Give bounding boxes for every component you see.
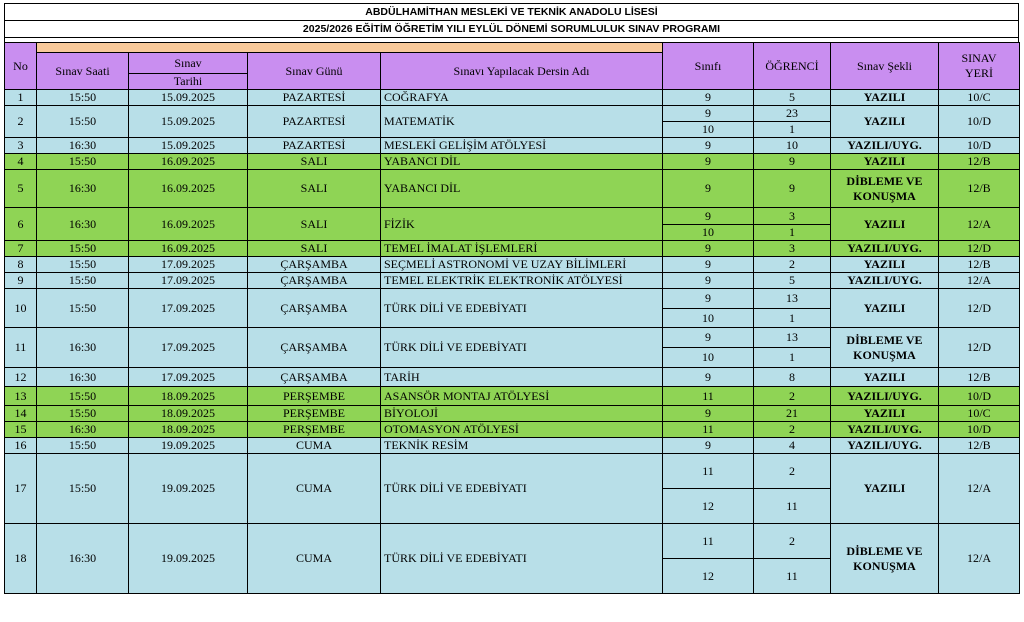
cell-tarih: 15.09.2025 — [129, 90, 248, 106]
cell-ders: MESLEKİ GELİŞİM ATÖLYESİ — [381, 138, 663, 154]
cell-yer: 12/B — [939, 368, 1020, 387]
header-tarih-bottom: Tarihi — [129, 74, 248, 90]
cell-yer: 10/C — [939, 90, 1020, 106]
cell-yer: 10/D — [939, 387, 1020, 406]
cell-tarih: 17.09.2025 — [129, 368, 248, 387]
cell-sinif: 10 — [663, 348, 754, 368]
cell-ogrenci: 2 — [754, 257, 831, 273]
cell-sekil: YAZILI — [831, 406, 939, 422]
cell-gun: ÇARŞAMBA — [248, 368, 381, 387]
cell-sinif: 9 — [663, 208, 754, 225]
cell-sekil: YAZILI/UYG. — [831, 438, 939, 454]
cell-ders: YABANCI DİL — [381, 170, 663, 208]
cell-ogrenci: 5 — [754, 273, 831, 289]
cell-sinif: 11 — [663, 422, 754, 438]
cell-sekil: YAZILI/UYG. — [831, 241, 939, 257]
cell-sinif: 9 — [663, 257, 754, 273]
cell-gun: ÇARŞAMBA — [248, 273, 381, 289]
cell-tarih: 15.09.2025 — [129, 138, 248, 154]
cell-saat: 15:50 — [37, 154, 129, 170]
table-header — [5, 43, 1020, 90]
cell-sekil: YAZILI/UYG. — [831, 273, 939, 289]
header-gun: Sınav Günü — [248, 53, 381, 90]
cell-sinif: 11 — [663, 387, 754, 406]
cell-saat: 15:50 — [37, 257, 129, 273]
cell-saat: 16:30 — [37, 208, 129, 241]
cell-saat: 15:50 — [37, 273, 129, 289]
cell-sinif: 11 — [663, 454, 754, 489]
cell-ders: TÜRK DİLİ VE EDEBİYATI — [381, 454, 663, 524]
cell-sinif: 9 — [663, 273, 754, 289]
cell-ogrenci: 1 — [754, 122, 831, 138]
cell-gun: ÇARŞAMBA — [248, 289, 381, 328]
cell-ogrenci: 13 — [754, 328, 831, 348]
cell-tarih: 16.09.2025 — [129, 208, 248, 241]
cell-no: 6 — [5, 208, 37, 241]
cell-yer: 12/B — [939, 170, 1020, 208]
cell-ogrenci: 3 — [754, 241, 831, 257]
cell-ders: ASANSÖR MONTAJ ATÖLYESİ — [381, 387, 663, 406]
table-row — [5, 406, 1020, 422]
cell-tarih: 17.09.2025 — [129, 257, 248, 273]
cell-tarih: 16.09.2025 — [129, 170, 248, 208]
cell-no: 9 — [5, 273, 37, 289]
cell-no: 2 — [5, 106, 37, 138]
cell-sekil: YAZILI — [831, 106, 939, 138]
cell-no: 8 — [5, 257, 37, 273]
cell-sinif: 9 — [663, 328, 754, 348]
cell-saat: 15:50 — [37, 106, 129, 138]
cell-gun: SALI — [248, 170, 381, 208]
header-ogrenci: ÖĞRENCİ — [754, 43, 831, 90]
cell-sinif: 12 — [663, 489, 754, 524]
cell-ogrenci: 1 — [754, 225, 831, 241]
cell-tarih: 17.09.2025 — [129, 328, 248, 368]
cell-sinif: 10 — [663, 309, 754, 328]
exam-schedule-document — [4, 3, 1019, 594]
cell-yer: 10/D — [939, 422, 1020, 438]
cell-gun: PAZARTESİ — [248, 90, 381, 106]
table-row — [5, 438, 1020, 454]
cell-ogrenci: 23 — [754, 106, 831, 122]
header-sinif: Sınıfı — [663, 43, 754, 90]
cell-sekil: DİBLEME VE KONUŞMA — [831, 170, 939, 208]
cell-ogrenci: 3 — [754, 208, 831, 225]
cell-sinif: 12 — [663, 559, 754, 594]
cell-ogrenci: 4 — [754, 438, 831, 454]
table-row — [5, 138, 1020, 154]
cell-saat: 16:30 — [37, 328, 129, 368]
cell-sinif: 10 — [663, 225, 754, 241]
cell-ogrenci: 9 — [754, 170, 831, 208]
table-row — [5, 454, 1020, 489]
cell-sekil: YAZILI — [831, 154, 939, 170]
cell-ders: COĞRAFYA — [381, 90, 663, 106]
header-sekil: Sınav Şekli — [831, 43, 939, 90]
cell-sekil: YAZILI/UYG. — [831, 422, 939, 438]
cell-saat: 16:30 — [37, 368, 129, 387]
cell-tarih: 17.09.2025 — [129, 289, 248, 328]
cell-sekil: YAZILI — [831, 454, 939, 524]
table-row — [5, 241, 1020, 257]
cell-tarih: 18.09.2025 — [129, 406, 248, 422]
cell-sinif: 9 — [663, 406, 754, 422]
header-yer — [939, 43, 1020, 90]
cell-ders: SEÇMELİ ASTRONOMİ VE UZAY BİLİMLERİ — [381, 257, 663, 273]
cell-no: 18 — [5, 524, 37, 594]
table-row — [5, 170, 1020, 208]
cell-ogrenci: 2 — [754, 524, 831, 559]
table-row — [5, 524, 1020, 559]
cell-ders: MATEMATİK — [381, 106, 663, 138]
cell-yer: 12/A — [939, 454, 1020, 524]
cell-gun: PAZARTESİ — [248, 106, 381, 138]
cell-no: 12 — [5, 368, 37, 387]
cell-yer: 12/B — [939, 438, 1020, 454]
cell-ogrenci: 13 — [754, 289, 831, 309]
header-ders: Sınavı Yapılacak Dersin Adı — [381, 53, 663, 90]
cell-no: 13 — [5, 387, 37, 406]
exam-table — [4, 42, 1020, 594]
cell-gun: CUMA — [248, 438, 381, 454]
cell-no: 7 — [5, 241, 37, 257]
cell-ders: YABANCI DİL — [381, 154, 663, 170]
table-body — [5, 90, 1020, 594]
cell-yer: 10/D — [939, 106, 1020, 138]
cell-no: 11 — [5, 328, 37, 368]
cell-gun: PERŞEMBE — [248, 387, 381, 406]
cell-tarih: 19.09.2025 — [129, 454, 248, 524]
cell-no: 3 — [5, 138, 37, 154]
program-title: 2025/2026 EĞİTİM ÖĞRETİM YILI EYLÜL DÖNEMİ SORUMLULUK SINAV PROGRAMI — [4, 20, 1019, 37]
cell-ders: TEMEL ELEKTRİK ELEKTRONİK ATÖLYESİ — [381, 273, 663, 289]
cell-saat: 16:30 — [37, 170, 129, 208]
cell-tarih: 17.09.2025 — [129, 273, 248, 289]
cell-sekil: YAZILI — [831, 289, 939, 328]
table-row — [5, 368, 1020, 387]
cell-yer: 12/D — [939, 289, 1020, 328]
cell-ogrenci: 8 — [754, 368, 831, 387]
cell-ogrenci: 5 — [754, 90, 831, 106]
cell-sinif: 9 — [663, 138, 754, 154]
cell-saat: 15:50 — [37, 90, 129, 106]
cell-gun: SALI — [248, 208, 381, 241]
cell-no: 1 — [5, 90, 37, 106]
cell-saat: 15:50 — [37, 289, 129, 328]
table-row — [5, 387, 1020, 406]
cell-yer: 12/A — [939, 208, 1020, 241]
cell-sinif: 9 — [663, 106, 754, 122]
cell-no: 15 — [5, 422, 37, 438]
school-title: ABDÜLHAMİTHAN MESLEKİ VE TEKNİK ANADOLU LİSESİ — [4, 3, 1019, 20]
cell-sinif: 9 — [663, 170, 754, 208]
header-orange-band — [37, 43, 663, 53]
cell-sinif: 9 — [663, 241, 754, 257]
header-tarih-top: Sınav — [129, 53, 248, 74]
cell-yer: 12/D — [939, 241, 1020, 257]
cell-saat: 15:50 — [37, 241, 129, 257]
cell-yer: 12/A — [939, 524, 1020, 594]
cell-saat: 16:30 — [37, 138, 129, 154]
header-yer-bottom: YERİ — [965, 66, 993, 80]
cell-sekil: DİBLEME VE KONUŞMA — [831, 524, 939, 594]
cell-sekil: YAZILI/UYG. — [831, 138, 939, 154]
cell-tarih: 15.09.2025 — [129, 106, 248, 138]
cell-yer: 10/C — [939, 406, 1020, 422]
cell-gun: PERŞEMBE — [248, 422, 381, 438]
cell-ders: TÜRK DİLİ VE EDEBİYATI — [381, 289, 663, 328]
cell-ders: TÜRK DİLİ VE EDEBİYATI — [381, 524, 663, 594]
cell-gun: PAZARTESİ — [248, 138, 381, 154]
cell-ogrenci: 1 — [754, 309, 831, 328]
cell-saat: 15:50 — [37, 438, 129, 454]
cell-tarih: 19.09.2025 — [129, 524, 248, 594]
cell-ogrenci: 1 — [754, 348, 831, 368]
cell-ders: BİYOLOJİ — [381, 406, 663, 422]
cell-yer: 12/D — [939, 328, 1020, 368]
cell-sekil: DİBLEME VE KONUŞMA — [831, 328, 939, 368]
cell-ogrenci: 11 — [754, 559, 831, 594]
cell-saat: 16:30 — [37, 524, 129, 594]
cell-ders: TEKNİK RESİM — [381, 438, 663, 454]
table-row — [5, 273, 1020, 289]
cell-no: 10 — [5, 289, 37, 328]
cell-ogrenci: 2 — [754, 454, 831, 489]
table-row — [5, 208, 1020, 225]
cell-yer: 12/B — [939, 257, 1020, 273]
header-yer-top: SINAV — [961, 51, 997, 65]
cell-saat: 15:50 — [37, 406, 129, 422]
table-row — [5, 90, 1020, 106]
cell-ogrenci: 2 — [754, 387, 831, 406]
cell-ders: FİZİK — [381, 208, 663, 241]
cell-sinif: 11 — [663, 524, 754, 559]
cell-no: 17 — [5, 454, 37, 524]
cell-gun: PERŞEMBE — [248, 406, 381, 422]
cell-no: 16 — [5, 438, 37, 454]
cell-tarih: 18.09.2025 — [129, 422, 248, 438]
cell-yer: 12/A — [939, 273, 1020, 289]
cell-saat: 15:50 — [37, 454, 129, 524]
cell-gun: ÇARŞAMBA — [248, 328, 381, 368]
cell-gun: ÇARŞAMBA — [248, 257, 381, 273]
cell-tarih: 18.09.2025 — [129, 387, 248, 406]
cell-ogrenci: 2 — [754, 422, 831, 438]
cell-yer: 10/D — [939, 138, 1020, 154]
cell-sinif: 9 — [663, 438, 754, 454]
cell-tarih: 19.09.2025 — [129, 438, 248, 454]
cell-ders: TARİH — [381, 368, 663, 387]
table-row — [5, 257, 1020, 273]
cell-gun: CUMA — [248, 524, 381, 594]
cell-gun: SALI — [248, 154, 381, 170]
cell-sinif: 9 — [663, 90, 754, 106]
table-row — [5, 289, 1020, 309]
cell-no: 14 — [5, 406, 37, 422]
cell-yer: 12/B — [939, 154, 1020, 170]
cell-ogrenci: 21 — [754, 406, 831, 422]
cell-ogrenci: 9 — [754, 154, 831, 170]
cell-sinif: 9 — [663, 368, 754, 387]
cell-gun: CUMA — [248, 454, 381, 524]
cell-sekil: YAZILI — [831, 90, 939, 106]
cell-sekil: YAZILI — [831, 208, 939, 241]
cell-tarih: 16.09.2025 — [129, 241, 248, 257]
cell-tarih: 16.09.2025 — [129, 154, 248, 170]
cell-ders: OTOMASYON ATÖLYESİ — [381, 422, 663, 438]
cell-ders: TÜRK DİLİ VE EDEBİYATI — [381, 328, 663, 368]
cell-sekil: YAZILI — [831, 368, 939, 387]
cell-sinif: 9 — [663, 289, 754, 309]
cell-sekil: YAZILI/UYG. — [831, 387, 939, 406]
cell-ogrenci: 10 — [754, 138, 831, 154]
table-row — [5, 422, 1020, 438]
cell-saat: 16:30 — [37, 422, 129, 438]
header-no: No — [5, 43, 37, 90]
header-saat: Sınav Saati — [37, 53, 129, 90]
table-row — [5, 154, 1020, 170]
cell-ogrenci: 11 — [754, 489, 831, 524]
table-row — [5, 106, 1020, 122]
cell-no: 4 — [5, 154, 37, 170]
cell-gun: SALI — [248, 241, 381, 257]
cell-sekil: YAZILI — [831, 257, 939, 273]
cell-saat: 15:50 — [37, 387, 129, 406]
cell-ders: TEMEL İMALAT İŞLEMLERİ — [381, 241, 663, 257]
cell-sinif: 10 — [663, 122, 754, 138]
table-row — [5, 328, 1020, 348]
cell-sinif: 9 — [663, 154, 754, 170]
cell-no: 5 — [5, 170, 37, 208]
